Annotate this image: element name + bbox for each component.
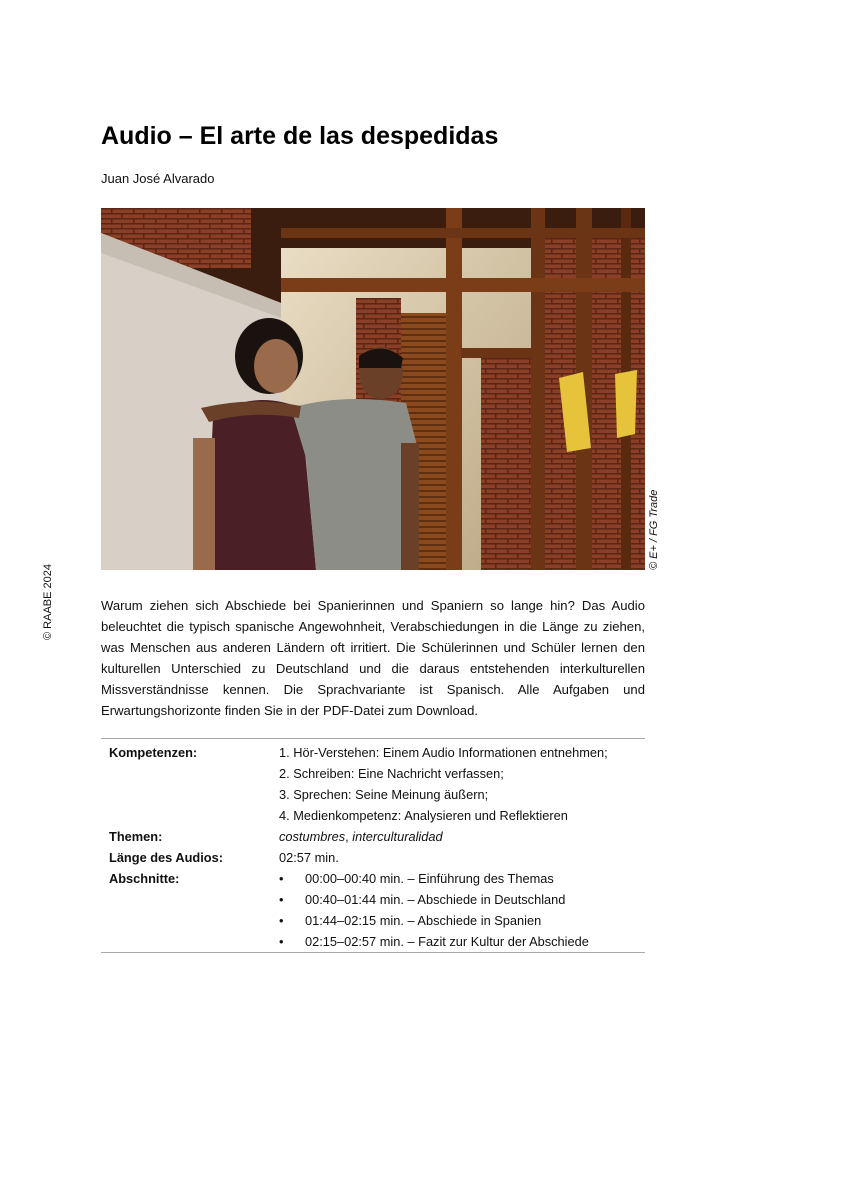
bullet-icon: • — [279, 934, 284, 949]
themen-item: interculturalidad — [352, 829, 443, 844]
row-abschnitte — [101, 868, 645, 953]
themen-label: Themen: — [109, 829, 163, 844]
kompetenz-item: 2. Schreiben: Eine Nachricht verfassen; — [279, 766, 504, 781]
bullet-icon: • — [279, 871, 284, 886]
list-item — [279, 931, 645, 952]
side-copyright: © RAABE 2024 — [42, 564, 54, 640]
laenge-value: 02:57 min. — [279, 850, 339, 865]
kompetenz-item: 4. Medienkompetenz: Analysieren und Reflektieren — [279, 808, 568, 823]
abschnitt-text: 00:00–00:40 min. – Einführung des Themas — [305, 871, 554, 886]
author-name: Juan José Alvarado — [101, 171, 215, 186]
photo-credit: © E+ / FG Trade — [648, 489, 660, 570]
page-title: Audio – El arte de las despedidas — [101, 122, 499, 150]
abschnitte-values — [271, 868, 645, 953]
laenge-label: Länge des Audios: — [109, 850, 223, 865]
bullet-icon: • — [279, 913, 284, 928]
kompetenzen-label: Kompetenzen: — [109, 745, 198, 760]
photo-two-men-saying-goodbye — [101, 208, 645, 570]
row-kompetenzen — [101, 739, 645, 827]
intro-paragraph: Warum ziehen sich Abschiede bei Spanierinnen und Spaniern so lange hin? Das Audio beleuchtet die typisch spanische Angewohnheit, Verabschiedungen in die Länge zu ziehen, was Menschen aus anderen Ländern oft irritiert. Die Schülerinnen und Schüler lernen den kulturellen Unterschied zu Deutschland und die daraus entstehenden interkulturellen Missverständnisse kennen. Die Sprachvariante ist Spanisch. Alle Aufgaben und Erwartungshorizonte finden Sie in der PDF-Datei zum Download. — [101, 598, 645, 718]
kompetenzen-values — [271, 739, 645, 827]
themen-separator: , — [345, 829, 353, 844]
abschnitt-text: 02:15–02:57 min. – Fazit zur Kultur der Abschiede — [305, 934, 589, 949]
list-item — [279, 910, 645, 931]
abschnitt-text: 00:40–01:44 min. – Abschiede in Deutschland — [305, 892, 566, 907]
row-laenge — [101, 847, 645, 868]
list-item — [279, 868, 645, 889]
list-item — [279, 889, 645, 910]
info-table — [101, 738, 645, 953]
bullet-icon: • — [279, 892, 284, 907]
themen-item: costumbres — [279, 829, 346, 844]
row-themen — [101, 826, 645, 847]
themen-value — [271, 826, 645, 847]
abschnitte-label: Abschnitte: — [109, 871, 180, 886]
abschnitt-text: 01:44–02:15 min. – Abschiede in Spanien — [305, 913, 542, 928]
kompetenz-item: 1. Hör-Verstehen: Einem Audio Informationen entnehmen; — [279, 745, 608, 760]
kompetenz-item: 3. Sprechen: Seine Meinung äußern; — [279, 787, 489, 802]
